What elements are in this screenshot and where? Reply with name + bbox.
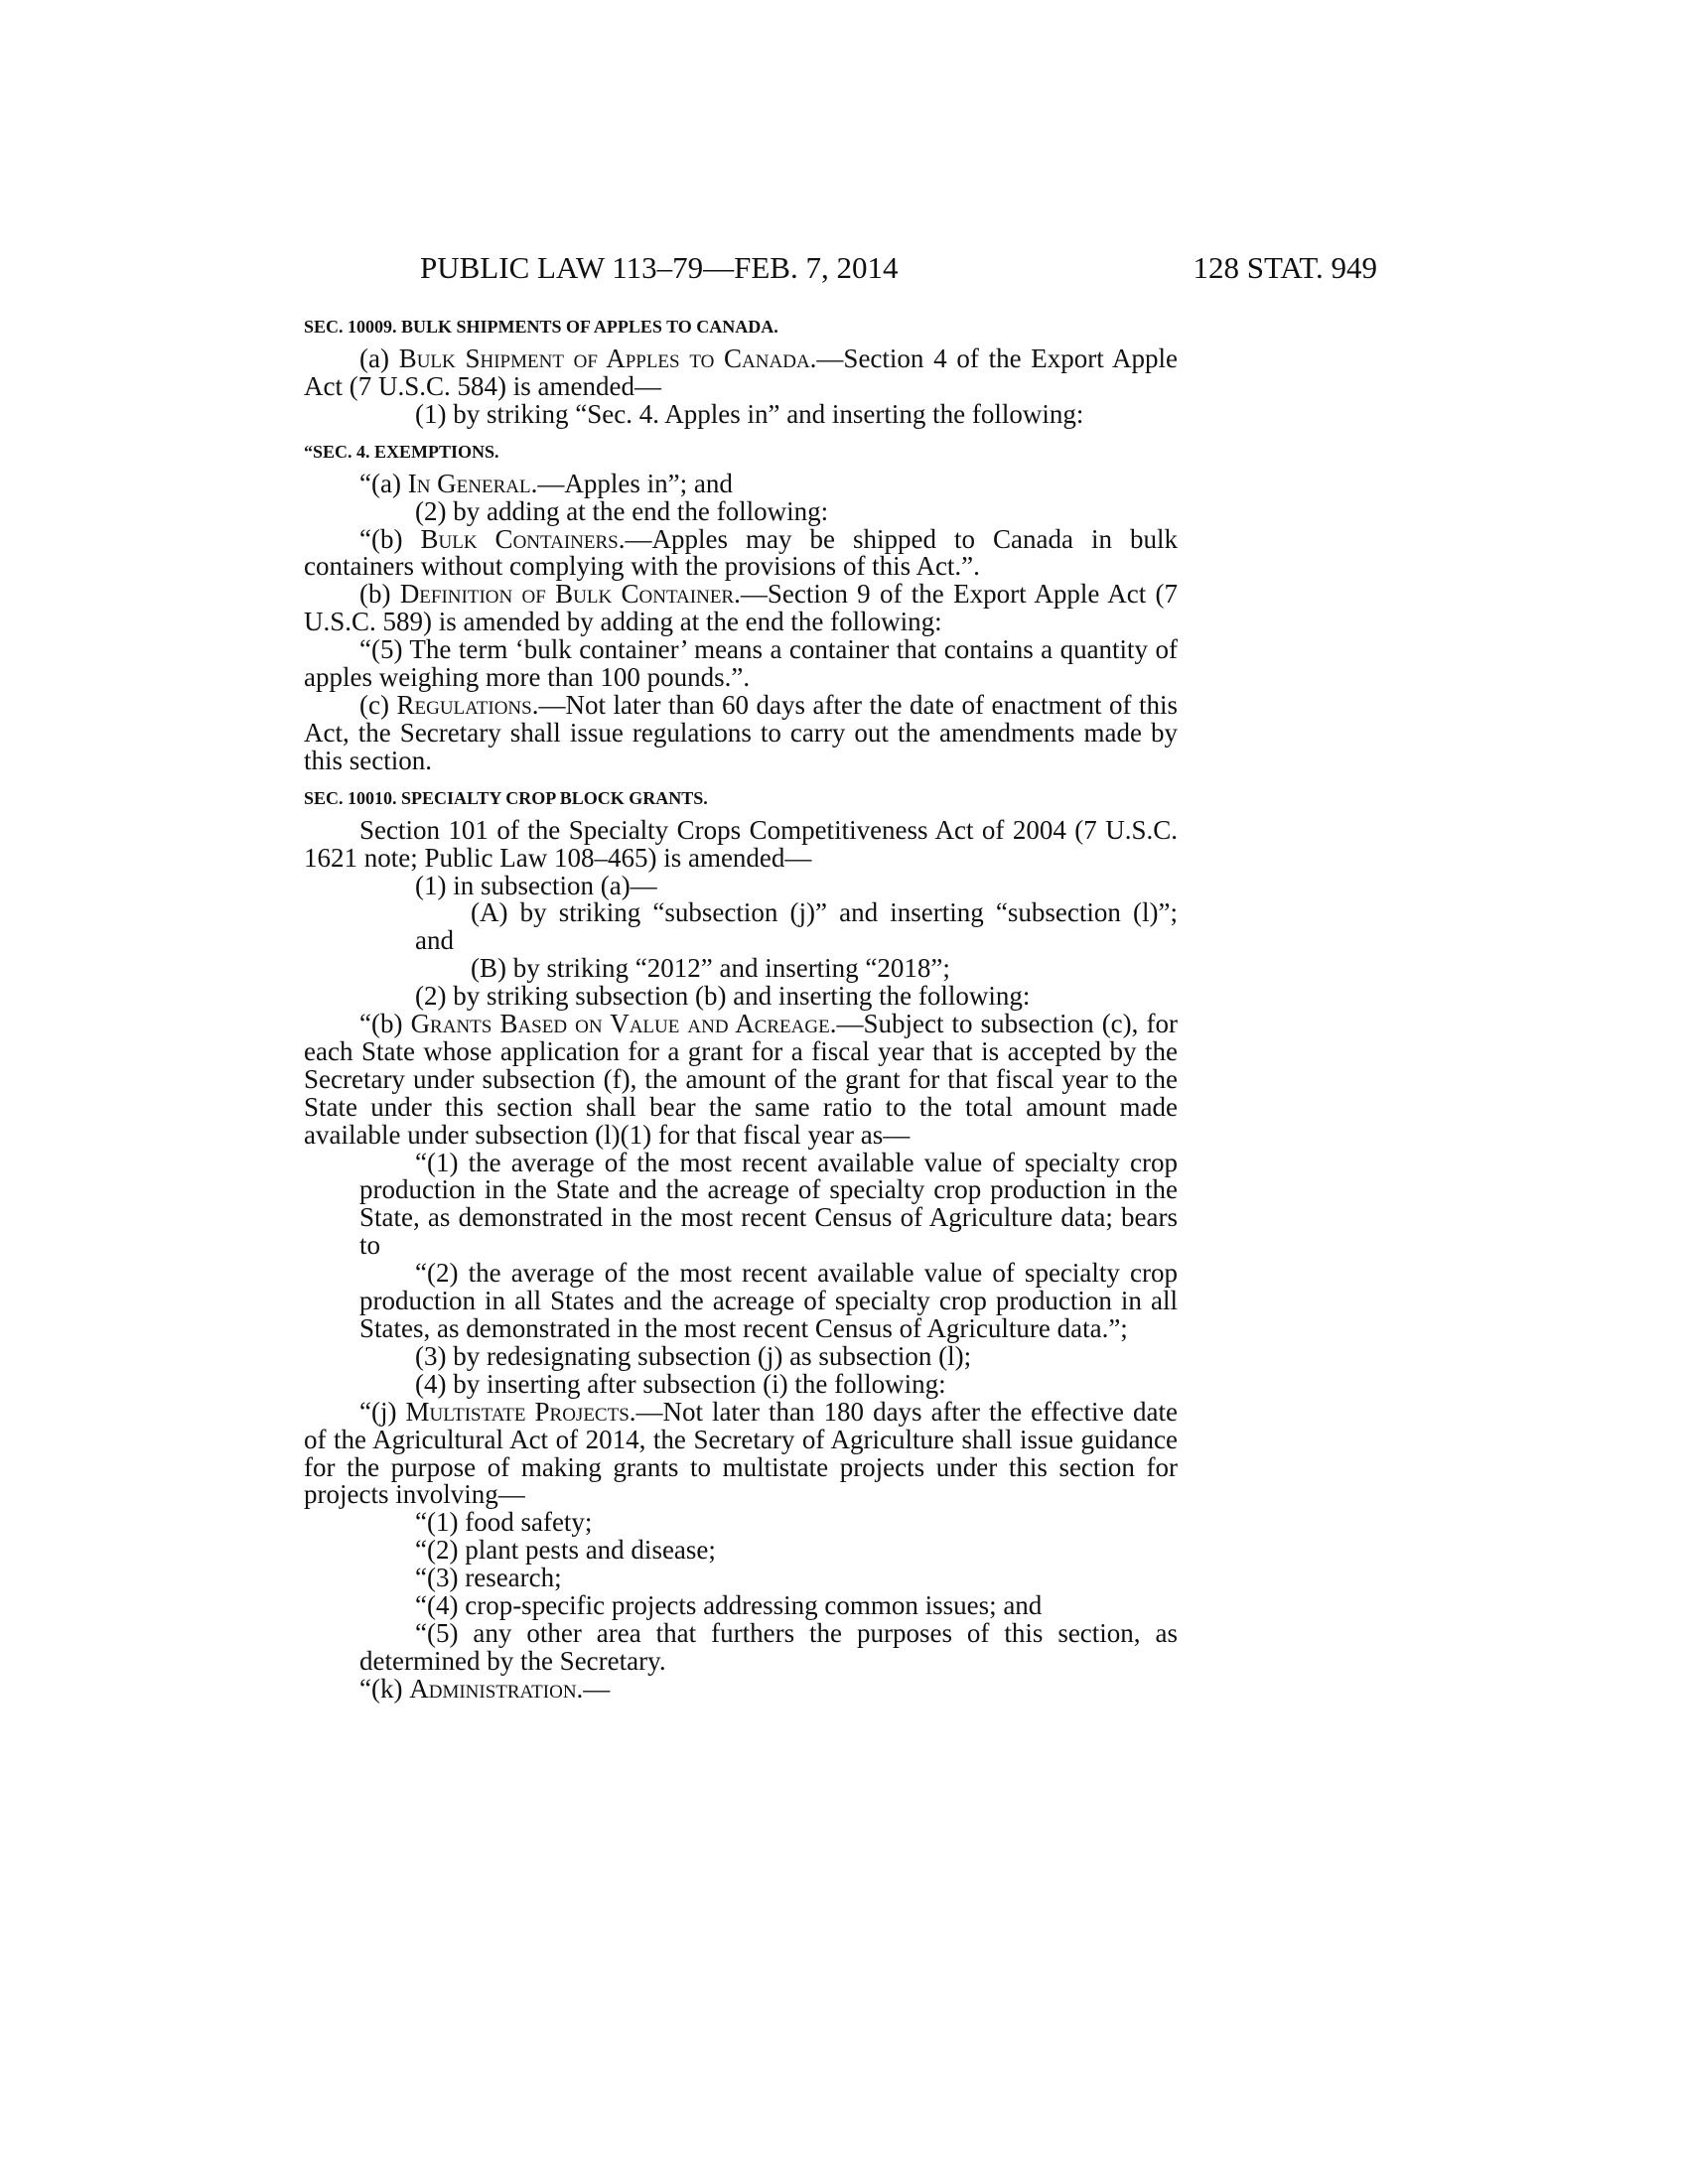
paragraph-pA: (A) by striking “subsection (j)” and inserting “subsection (l)”; and [415,897,1178,956]
paragraph-b-lead: (b) [359,579,400,610]
paragraph-sec4a-lead: “(a) [359,468,408,498]
paragraph-a1: (1) by striking “Sec. 4. Apples in” and inserting the following: [415,398,1084,429]
paragraph-c-text: .—Not later than 60 days after the date of enactment of this Act, the Secretary shall issue regulations to carry out the amendments made by this section. [304,689,1179,775]
paragraph-c [304,689,1179,775]
paragraph-b-heading: Definition of Bulk Container [399,579,735,610]
paragraph-grants-b [304,1011,1178,1150]
paragraph-multistate-j-text: .—Not later than 180 days after the effective date of the Agricultural Act of 2014, the Secretary of Agriculture shall issue guidance for the purpose of making grants to multistate projects under this section for projects involving— [304,1396,1178,1510]
paragraph-p3: (3) by redesignating subsection (j) as subsection (l); [415,1340,972,1371]
paragraph-b [304,581,1178,636]
page-header-stat: 128 STAT. 949 [1193,250,1377,285]
paragraph-mj3: “(3) research; [415,1563,562,1593]
paragraph-k [304,1673,1178,1704]
paragraph-mj1: “(1) food safety; [415,1507,593,1538]
paragraph-sec4b-lead: “(b) [359,523,421,554]
paragraph-k-lead: “(k) [359,1673,410,1704]
paragraph-a-heading: Bulk Shipment of Apples to Canada [398,343,810,373]
paragraph-a [304,345,1178,401]
paragraph-c-lead: (c) [359,689,397,720]
paragraph-mj4: “(4) crop-specific projects addressing common issues; and [415,1590,1043,1621]
section-heading-10009: SEC. 10009. BULK SHIPMENTS OF APPLES TO CANADA. [304,317,778,337]
paragraph-mj2: “(2) plant pests and disease; [415,1535,716,1566]
section-heading-10010: SEC. 10010. SPECIALTY CROP BLOCK GRANTS. [304,787,708,808]
paragraph-sec4a [304,468,1178,498]
paragraph-a-lead: (a) [359,343,399,373]
paragraph-grants-b-heading: Grants Based on Value and Acreage [410,1009,830,1039]
paragraph-k-heading: Administration [409,1673,577,1704]
body-text [304,316,1178,1704]
paragraph-p1: (1) in subsection (a)— [415,870,657,900]
paragraph-a2: (2) by adding at the end the following: [415,495,829,526]
paragraph-b-text: .—Section 9 of the Export Apple Act (7 U.S.C. 589) is amended by adding at the end the following: [304,579,1179,637]
paragraph-k-text: .— [576,1673,611,1704]
paragraph-grants-b1: “(1) the average of the most recent available value of specialty crop production in the State and the acreage of specialty crop production in the State, as demonstrated in the most recent Census of Agriculture data; bears to [359,1147,1178,1261]
page-header-title: PUBLIC LAW 113–79—FEB. 7, 2014 [420,250,899,285]
section-heading-sec4: “SEC. 4. EXEMPTIONS. [304,441,499,462]
paragraph-sec4a-text: .—Apples in”; and [530,468,733,498]
paragraph-mj5: “(5) any other area that furthers the purposes of this section, as determined by the Secretary. [359,1617,1178,1676]
paragraph-b5: “(5) The term ‘bulk container’ means a container that contains a quantity of apples weighing more than 100 pounds.”. [304,634,1178,693]
paragraph-grants-b-lead: “(b) [359,1009,411,1039]
paragraph-sec4b-heading: Bulk Containers [420,523,619,554]
paragraph-p2: (2) by striking subsection (b) and inserting the following: [415,981,1031,1012]
paragraph-sec4b [304,523,1178,582]
paragraph-a-text: .—Section 4 of the Export Apple Act (7 U.S.C. 584) is amended— [304,343,1179,401]
paragraph-multistate-j-lead: “(j) [359,1396,406,1427]
paragraph-p4: (4) by inserting after subsection (i) the following: [415,1368,946,1399]
paragraph-multistate-j [304,1396,1178,1510]
paragraph-multistate-j-heading: Multistate Projects [405,1396,630,1427]
paragraph-sec4b-text: .—Apples may be shipped to Canada in bulk containers without complying with the provisions of this Act.”. [304,523,1178,582]
paragraph-grants-b2: “(2) the average of the most recent available value of specialty crop production in all States and the acreage of specialty crop production in all States, as demonstrated in the most recent Census of Agriculture data.”; [359,1258,1178,1343]
paragraph-c-heading: Regulations [396,689,532,720]
paragraph-section-101: Section 101 of the Specialty Crops Competitiveness Act of 2004 (7 U.S.C. 1621 note; Public Law 108–465) is amended— [304,814,1178,873]
paragraph-sec4a-heading: In General [407,468,531,498]
paragraph-pB: (B) by striking “2012” and inserting “2018”; [471,953,950,984]
paragraph-grants-b-text: .—Subject to subsection (c), for each State whose application for a grant for a fiscal year that is accepted by the Secretary under subsection (f), the amount of the grant for that fiscal year to the State under this section shall bear the same ratio to the total amount made available under subsection (l)(1) for that fiscal year as— [304,1009,1178,1150]
